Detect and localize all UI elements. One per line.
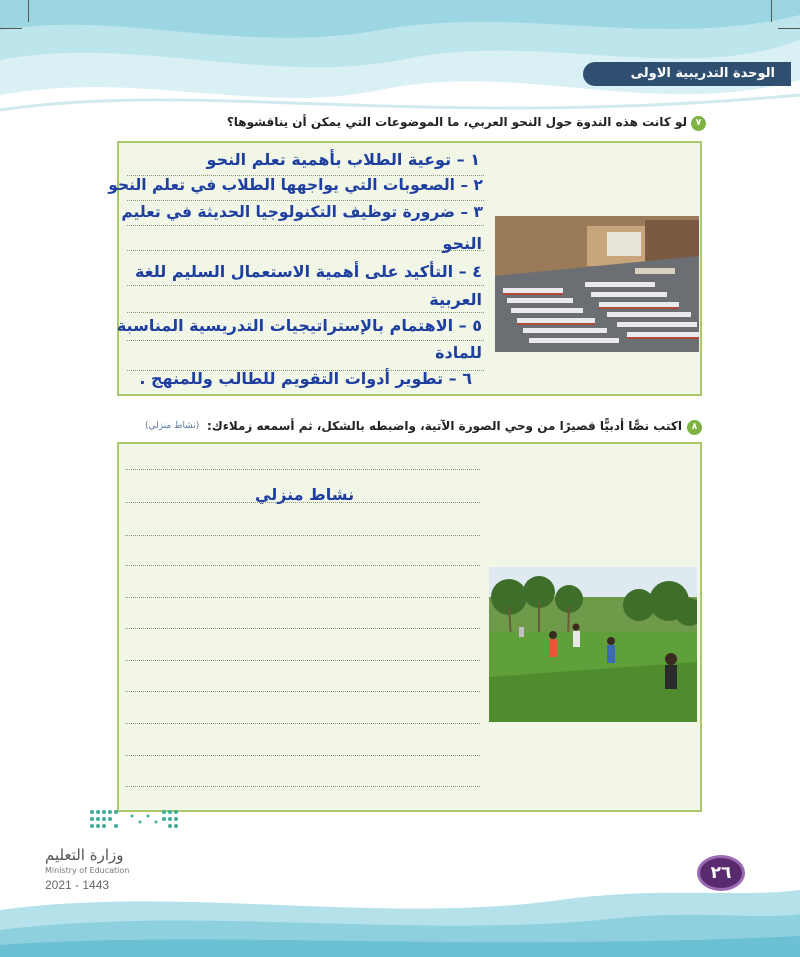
writing-line [125,469,480,470]
writing-line [127,250,484,251]
answer-line: النحو [442,234,482,253]
writing-line [125,723,480,724]
answer-line: ٤ – التأكيد على أهمية الاستعمال السليم للغة [134,262,482,281]
question-8-number-badge: ٨ [687,420,702,435]
crop-mark [0,28,22,29]
writing-line [125,597,480,598]
answer-line: ٣ – ضرورة توظيف التكنولوجيا الحديثة في تعليم [121,203,483,221]
answer-line: للمادة [435,343,482,362]
writing-line [125,660,480,661]
crop-mark [28,0,29,22]
writing-line [125,786,480,787]
writing-line [127,200,484,201]
writing-line [127,340,484,341]
ministry-logo-mark [88,808,180,836]
question-7-text: لو كانت هذه الندوة حول النحو العربي، ما الموضوعات التي يمكن أن يناقشوها؟ [226,115,687,129]
page-number-badge: ٢٦ [697,855,745,891]
answer-line: العربية [429,290,482,309]
ministry-name-english: Ministry of Education [45,866,130,875]
answer-line: ١ – توعية الطلاب بأهمية تعلم النحو [206,150,480,169]
ministry-name-arabic: وزارة التعليم [45,846,124,864]
writing-line [125,628,480,629]
crop-mark [771,0,772,22]
question-8-text: اكتب نصًّا أدبيًّا قصيرًا من وحي الصورة الآتية، واضبطه بالشكل، ثم أسمعه زملاءك: [206,419,682,433]
park-children-photo [489,567,697,722]
writing-line [125,535,480,536]
writing-line [127,225,484,226]
footer-wave-decoration [0,880,800,957]
question-7-number-badge: ٧ [691,116,706,131]
homework-answer: نشاط منزلي [255,485,355,504]
conference-hall-photo [495,216,699,352]
writing-line [127,312,484,313]
writing-line [125,691,480,692]
edition-year: 2021 - 1443 [45,878,110,892]
writing-line [127,285,484,286]
crop-mark [778,28,800,29]
writing-line [125,565,480,566]
homework-tag: (نشاط منزلي) [145,421,200,431]
answer-line: ٥ – الاهتمام بالإستراتيجيات التدريسية المناسبة [116,316,482,335]
unit-title-banner: الوحدة التدريبية الاولى [583,62,791,86]
answer-line: ٢ – الصعوبات التي يواجهها الطلاب في تعلم النحو [108,176,483,194]
writing-line [125,755,480,756]
answer-line: ٦ – تطوير أدوات التقويم للطالب وللمنهج . [139,369,472,388]
